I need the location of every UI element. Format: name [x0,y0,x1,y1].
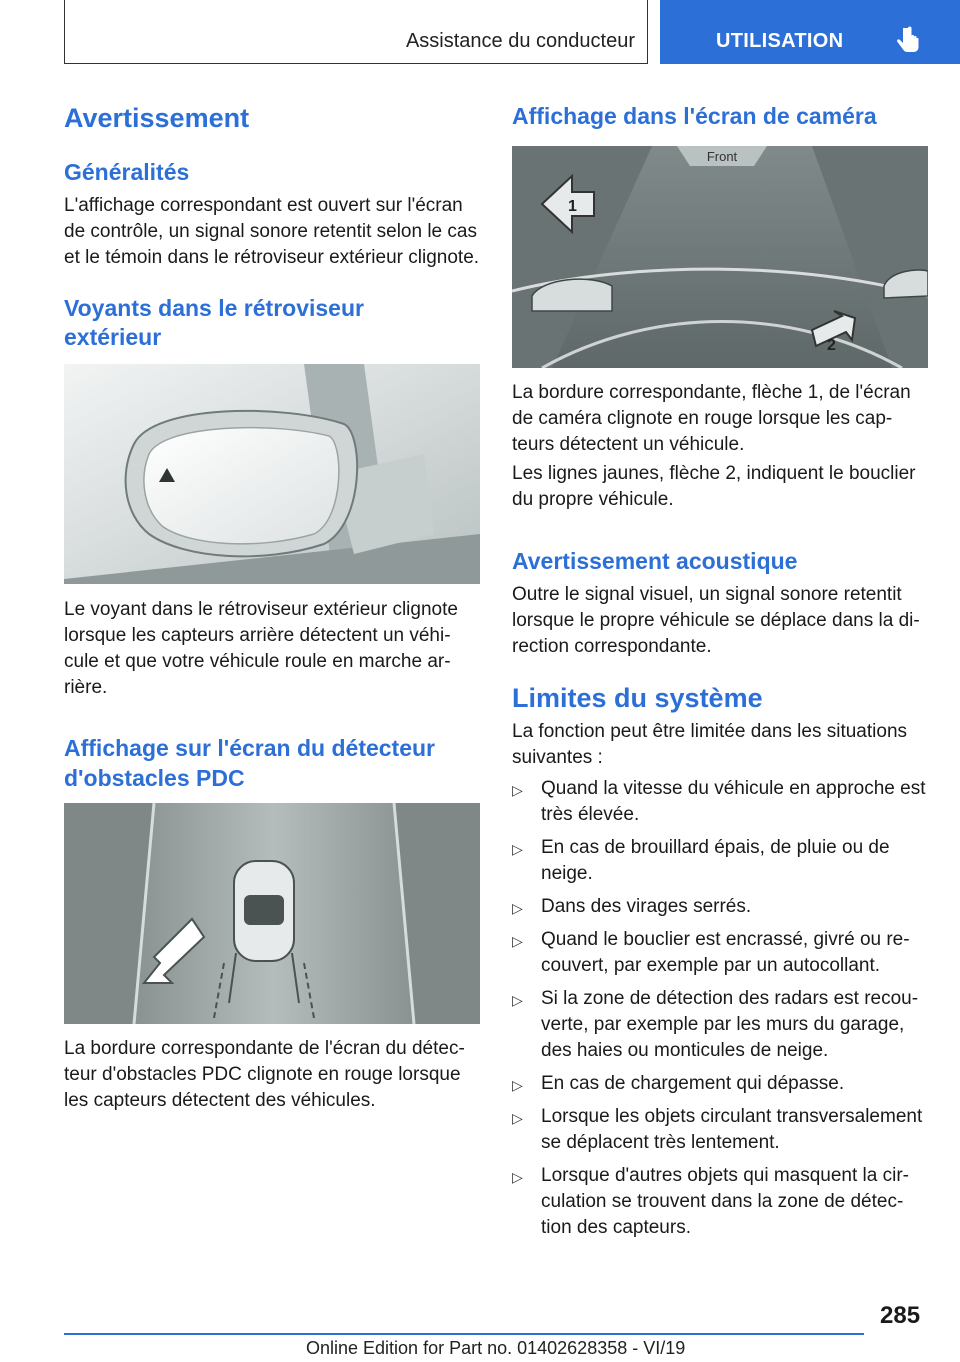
camera-arrow-2-label: 2 [827,337,836,354]
pdc-illustration [64,803,480,1024]
mirror-illustration [64,364,480,584]
heading-pdc: Affichage sur l'écran du détecteur d'obstacles PDC [64,735,436,791]
list-item: ▷ Si la zone de détection des radars est recou-verte, par exemple par les murs du garage, des haies ou monticules de neige. [512,988,919,1061]
list-item: ▷ Lorsque d'autres objets qui masquent la cir-culation se trouvent dans la zone de détec-tion des capteurs. [512,1165,909,1238]
paragraph-general: L'affichage correspondant est ouvert sur l'écran de contrôle, un signal sonore retentit selon le cas et le témoin dans le rétroviseur extérieur clignote. [64,195,480,268]
paragraph-acoustic: Outre le signal visuel, un signal sonore retentit lorsque le propre véhicule se déplace dans la di-rection correspondante. [512,584,920,657]
list-item: ▷ Dans des virages serrés. [512,894,928,920]
paragraph-camera-2: Les lignes jaunes, flèche 2, indiquent le bouclier du propre véhicule. [512,463,916,510]
heading-general: Généralités [64,159,190,185]
list-item: ▷ En cas de brouillard épais, de pluie ou de neige. [512,837,890,884]
limits-list [512,776,928,1248]
page-number: 285 [880,1302,921,1329]
list-item: ▷ Quand le bouclier est encrassé, givré ou re-couvert, par exemple par un autocollant. [512,929,910,976]
triangle-bullet-icon: ▷ [512,933,523,949]
paragraph-camera-1: La bordure correspondante, flèche 1, de l'écran de caméra clignote en rouge lorsque les cap-teurs détectent un véhicule. [512,382,911,455]
list-item: ▷ Quand la vitesse du véhicule en approche est très élevée. [512,778,926,825]
camera-illustration [512,146,928,368]
list-item: ▷ Lorsque les objets circulant transversalement se déplacent très lentement. [512,1106,923,1153]
camera-arrow-1-label: 1 [568,198,577,215]
triangle-bullet-icon: ▷ [512,992,523,1008]
paragraph-limits: La fonction peut être limitée dans les situations suivantes : [512,721,908,768]
heading-acoustic: Avertissement acoustique [512,548,798,574]
footer-edition: Online Edition for Part no. 01402628358 - VI/19 [306,1338,686,1358]
triangle-bullet-icon: ▷ [512,782,523,798]
heading-warning: Avertissement [64,103,250,133]
triangle-bullet-icon: ▷ [512,841,523,857]
chapter-tab-label: UTILISATION [716,30,844,52]
header-frame [64,0,648,64]
triangle-bullet-icon: ▷ [512,1077,523,1093]
paragraph-mirror: Le voyant dans le rétroviseur extérieur clignote lorsque les capteurs arrière détectent un véhi-cule et que votre véhicule roule en marche ar-rière. [64,599,458,698]
heading-limits: Limites du système [512,683,763,713]
triangle-bullet-icon: ▷ [512,900,523,916]
paragraph-pdc: La bordure correspondante de l'écran du détec-teur d'obstacles PDC clignote en rouge lorsque les capteurs détectent des véhicules. [64,1038,465,1111]
triangle-bullet-icon: ▷ [512,1169,523,1185]
section-title: Assistance du conducteur [405,30,635,52]
triangle-bullet-icon: ▷ [512,1110,523,1126]
heading-camera: Affichage dans l'écran de caméra [512,103,877,129]
list-item: ▷ En cas de chargement qui dépasse. [512,1071,928,1097]
chapter-tab[interactable] [660,0,960,64]
footer-divider [64,1333,864,1335]
heading-mirror: Voyants dans le rétroviseur extérieur [64,295,364,350]
camera-front-label: Front [706,149,738,164]
hand-pointer-icon [894,26,924,56]
